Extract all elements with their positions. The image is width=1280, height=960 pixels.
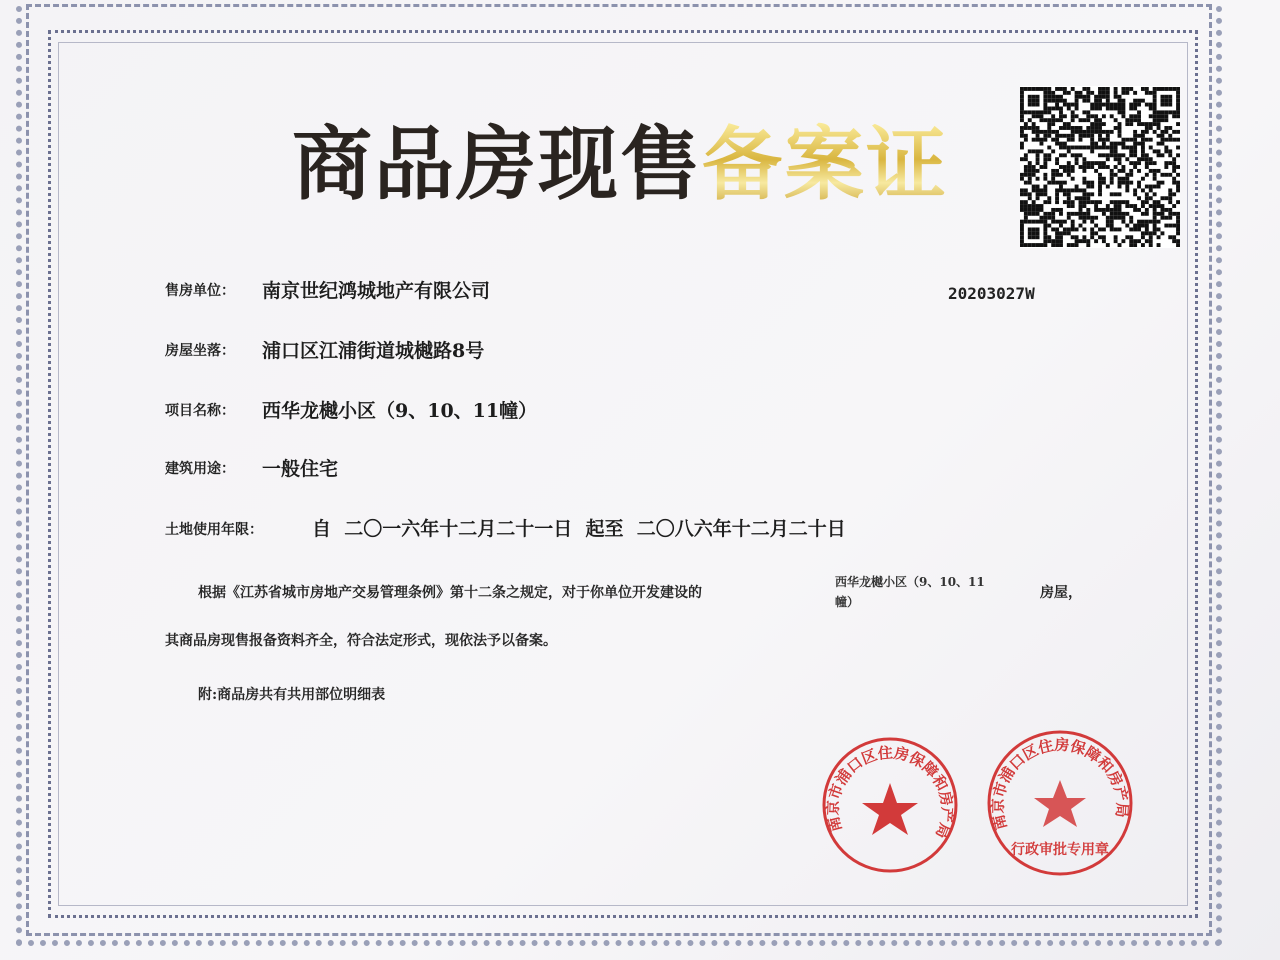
field-value-location: 浦口区江浦街道城樾路8号 [262,340,485,362]
field-value-seller: 南京世纪鸿城地产有限公司 [262,280,491,302]
field-label-usage: 建筑用途： [165,461,235,477]
svg-text:行政审批专用章: 行政审批专用章 [1011,842,1109,858]
body-attachment: 附:商品房共有共用部位明细表 [198,687,386,703]
title-main: 商品房现售 [292,117,702,211]
certificate-title [292,100,948,215]
field-value-land-term: 自 二〇一六年十二月二十一日 起至 二〇八六年十二月二十日 [312,518,846,540]
field-label-location: 房屋坐落： [165,343,235,359]
field-label-seller: 售房单位： [165,283,235,299]
body-line-2: 其商品房现售报备资料齐全，符合法定形式，现依法予以备案。 [165,633,557,649]
body-line-1-end: 房屋， [1040,585,1082,601]
body-project-inline-2: 幢） [835,595,860,609]
star-icon [1034,780,1086,827]
svg-text:南京市浦口区住房保障和房产局: 南京市浦口区住房保障和房产局 [823,743,957,842]
star-icon [862,783,918,835]
field-label-project: 项目名称： [165,403,235,419]
certificate-number: 20203027W [948,284,1035,303]
body-project-inline-1: 西华龙樾小区（9、10、11 [835,575,985,589]
qr-code [1020,86,1180,248]
official-seal-2 [985,728,1135,878]
field-label-land-term: 土地使用年限： [165,522,263,538]
field-value-usage: 一般住宅 [262,458,339,480]
official-seal-1 [820,735,960,875]
field-value-project: 西华龙樾小区（9、10、11幢） [262,400,538,422]
svg-text:南京市浦口区住房保障和房产局: 南京市浦口区住房保障和房产局 [988,735,1132,832]
title-gold: 备案证 [702,117,948,211]
body-line-1: 根据《江苏省城市房地产交易管理条例》第十二条之规定，对于你单位开发建设的 [198,585,702,601]
